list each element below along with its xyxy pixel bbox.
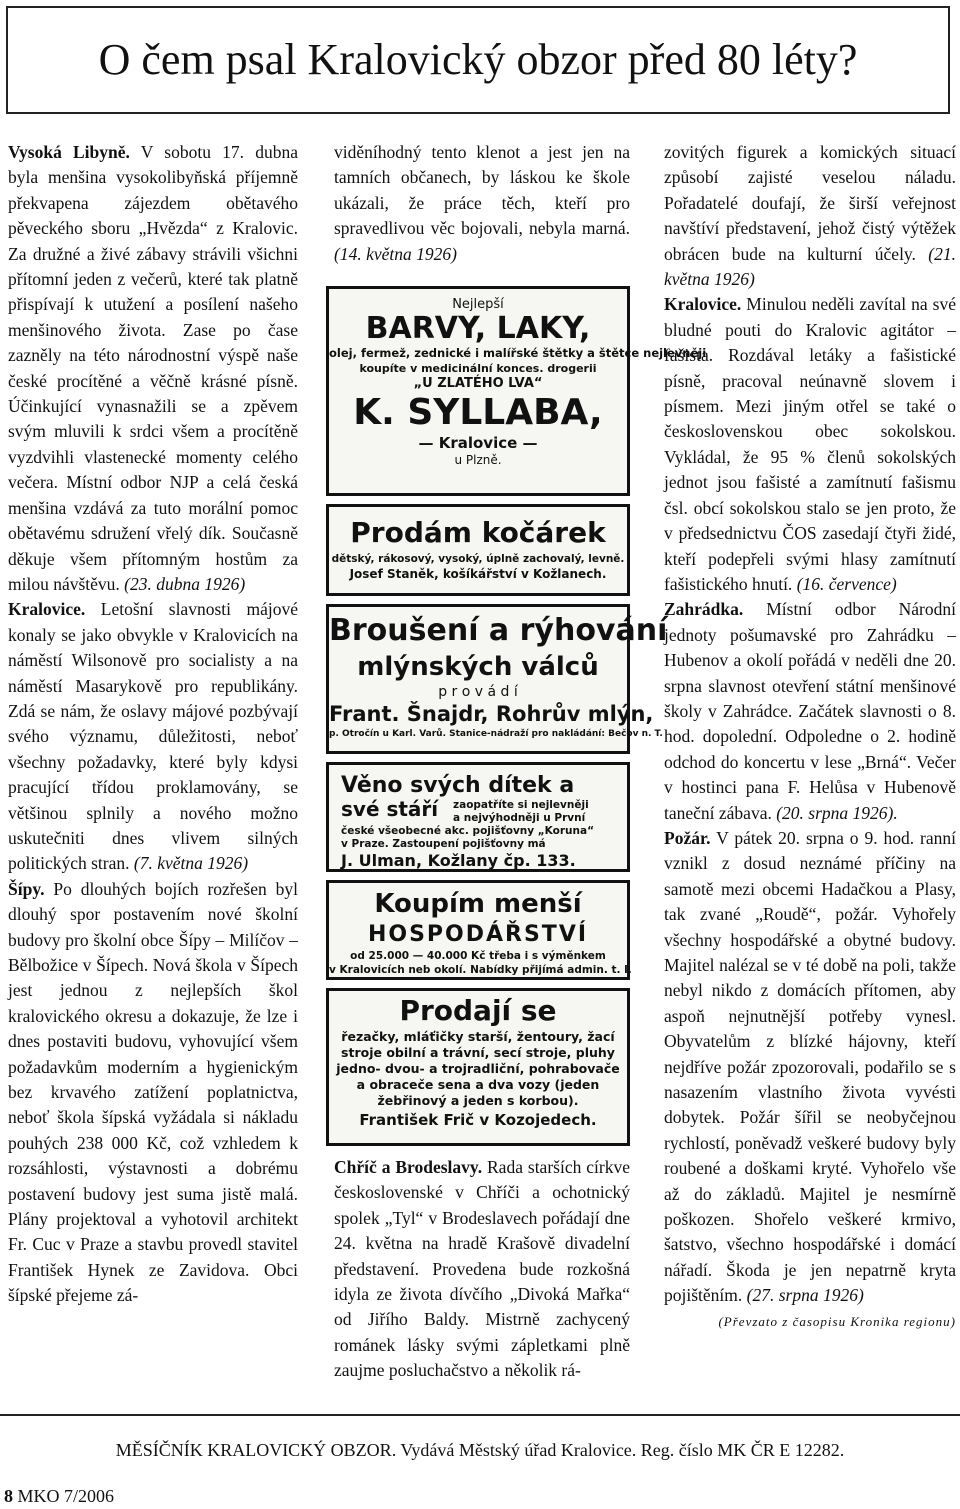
article-head: Kralovice. [664, 294, 742, 315]
ad-headline: Broušení a rýhování [329, 613, 668, 648]
article-sipy-continued [334, 140, 630, 267]
article-head: Kralovice. [8, 599, 86, 620]
article-kralovice-maj [8, 597, 298, 876]
ad-line: Josef Staněk, košíkářství v Kožlanech. [349, 567, 607, 581]
article-date: (27. srpna 1926) [746, 1285, 864, 1306]
footer-divider [0, 1414, 960, 1416]
article-date: (7. května 1926) [133, 853, 249, 874]
article-text: Letošní slavnosti májové konaly se jako obvykle v Kralovicích na náměstí Wilsonově pro socialisty a na náměstí Masarykově pro republikány. Zdá se nám, že oslavy májové pozbývají svého významu, důležitosti, neboť všechny požadavky, které byly kdysi pracující třídou proklamovány, se většinou splnily a nového možno uskutečniti dnes vlivem silných politických stran. [8, 599, 298, 874]
ad-frantisek-fric [326, 988, 630, 1146]
ad-line: řezačky, mláťičky starší, žentoury, žací [341, 1029, 615, 1044]
ad-line: p r o v á d í [438, 684, 518, 700]
page-number [4, 1486, 114, 1507]
ad-syllaba [326, 286, 707, 496]
article-chric-brodeslavy [334, 1155, 630, 1384]
article-chric-continued [664, 140, 956, 292]
ad-line: od 25.000 — 40.000 Kč třeba i s výměnkem [350, 950, 606, 962]
ad-headline: Koupím menší [374, 889, 582, 919]
article-kralovice-fasista [664, 292, 956, 597]
ad-headline: Prodají se [399, 994, 557, 1027]
article-text: Rada starších církve československé v Chříči a ochotnický spolek „Tyl“ v Brodeslavech pořádají dne 24. května na hradě Krašově divadelní představení. Provedena bude rozkošná idyla ze života dívčího „Divoká Mařka“ od Jiřího Baldy. Mistrně zachycený románek lásky svými zápletkami plně zaujme posluchačstvo a několik rá- [334, 1157, 630, 1381]
ad-brouseni [326, 604, 668, 754]
ad-line: „U ZLATÉHO LVA“ [413, 376, 543, 391]
ad-line: František Frič v Kozojedech. [359, 1111, 597, 1129]
article-zahradka [664, 597, 956, 826]
article-date: (20. srpna 1926). [776, 802, 898, 823]
ad-headline: Věno svých dítek a [341, 773, 575, 798]
ad-line: Frant. Šnajdr, Rohrův mlýn, [329, 702, 654, 726]
article-head: Zahrádka. [664, 599, 744, 620]
ad-koruna [326, 762, 630, 872]
column-1 [8, 140, 298, 1309]
footer-imprint: MĚSÍČNÍK KRALOVICKÝ OBZOR. Vydává Městský úřad Kralovice. Reg. číslo MK ČR E 12282. [115, 1440, 845, 1460]
article-date: (14. května 1926) [334, 243, 457, 264]
ad-line: české všeobecné akc. pojišťovny „Koruna“ [341, 825, 594, 837]
ad-line: zaopatříte si nejlevněji [453, 799, 589, 811]
ad-line: p. Otročín u Karl. Varů. Stanice-nádraží pro nakládání: Bečov n. T. [329, 729, 663, 739]
ad-line: a obraceče sena a dva vozy (jeden [356, 1077, 600, 1092]
ad-line: J. Ulman, Kožlany čp. 133. [341, 851, 576, 870]
article-date: (16. července) [796, 573, 897, 594]
ad-headline: své stáří [341, 797, 439, 821]
ad-line: v Praze. Zastoupení pojišťovny má [341, 838, 546, 850]
ad-line: jedno- dvou- a trojradliční, pohrabovače [336, 1061, 620, 1076]
ad-line: koupíte v medicinální konces. drogerii [359, 362, 597, 375]
ad-kocarek [326, 504, 630, 596]
article-head: Chříč a Brodeslavy. [334, 1157, 483, 1178]
page-title: O čem psal Kralovický obzor před 80 léty? [98, 35, 858, 84]
article-text: viděníhodný tento klenot a jest jen na tamních občanech, by láskou ke škole ukázali, že práce těch, kteří pro spravedlivou věc bojovali, nebyla marná. [334, 142, 630, 239]
article-vysoka-libyne [8, 140, 298, 597]
page-number-value: 8 [4, 1486, 13, 1506]
ad-line: a nejvýhodněji u První [453, 812, 586, 824]
article-text: Po dlouhých bojích rozřešen byl dlouhý spor postavením nové školní budovy pro školní obce Šípy – Milíčov – Bělbožice v Šípech. Nová škola v Šípech jest jednou z nejlepších škol kralovického okresu a dokazuje, že lze i dnes postaviti budovu, vyhovující všem požadavkům moderním a hygienickým bez krvavého zatížení poplatnictva, neboť škola šípská vyžádala si nákladu pouhých 238 000 Kč, což vzhledem k rozsáhlosti, výstavnosti a dobrému postavení budovy jest suma jistě malá. Plány projektoval a vyhotovil architekt Fr. Cuc v Praze a stavbu provedl stavitel František Hynek ze Zavidova. Obci šípské přejeme zá- [8, 878, 298, 1306]
article-head: Vysoká Libyně. [8, 142, 130, 162]
ad-line: u Plzně. [454, 453, 502, 467]
ad-line: dětský, rákosový, vysoký, úplně zachovalý, levně. [331, 553, 625, 565]
title-box [6, 6, 950, 114]
article-head: Šípy. [8, 878, 45, 899]
ad-line: stroje obilní a trávní, secí stroje, pluhy [341, 1045, 615, 1060]
ad-line: Nejlepší [452, 297, 504, 312]
ad-line: v Kralovicích neb okolí. Nabídky přijímá admin. t. l. [329, 964, 632, 976]
ad-hospodarstvi [326, 880, 630, 980]
article-text: V pátek 20. srpna o 9. hod. ranní vznikl z dosud neznámé příčiny na samotě mezi obcemi Hadačkou a Plasy, tak zvané „Roudě“, požár. Vyhořely všechny hospodářské a obytné budovy. Majitel nalézal se v té době na poli, takže nebyl nikdo z domácích přítomen, aby aspoň nejnutnější potřeby vynesl. Obyvatelům z blízké hájovny, kteří nejdříve požár zpozorovali, podařilo se s nasazením vlastního života vyvésti dobytek. Požár šířil se neobyčejnou rychlostí, poněvadž veškeré budovy byly roubené a doškami kryté. Vyhořelo vše až do základů. Majitel je nesmírně poškozen. Shořelo veškeré krmivo, šatstvo, všechno hospodářské i domácí nářadí. Škoda je jen nepatrně kryta pojištěním. [664, 827, 956, 1306]
article-pozar [664, 826, 956, 1309]
ad-headline: HOSPODÁŘSTVÍ [367, 922, 589, 947]
column-3 [664, 140, 956, 1334]
article-sipy [8, 877, 298, 1309]
article-date: (21. května 1926) [664, 243, 956, 290]
ad-line: olej, fermež, zednické i malířské štětky a štětce nejlevněji [329, 346, 707, 360]
ad-headline: K. SYLLABA, [353, 392, 603, 433]
ad-headline: mlýnských válců [357, 652, 599, 682]
ad-headline: BARVY, LAKY, [365, 311, 591, 346]
article-text: zovitých figurek a komických situací způsobí zajisté veselou náladu. Pořadatelé doufají, že širší veřejnost navštíví představení, jehož čistý výtěžek obrácen bude na kulturní účely. [664, 142, 956, 264]
article-text: Místní odbor Národní jednoty pošumavské pro Zahrádku – Hubenov a okolí pořádá v neděli dne 20. srpna slavnost otevření státní menšinové školy v Zahrádce. Začátek slavnosti o 8. hod. dopolední. Odpoledne o 2. hodině odchod do koncertu v lese „Brná“. Večer v hostinci pana F. Helůsa v Hubenově taneční zábava. [664, 599, 956, 823]
article-head: Požár. [664, 827, 711, 848]
article-text: Minulou neděli zavítal na své bludné pouti do Kralovic agitátor – fašista. Rozdával letáky a fašistické písně, pracoval neúnavně slovem i písmem. Mezi jiným otřel se také o československou obec sokolskou. Vykládal, že 95 % členů sokolských jednot jsou fašisté a zamítnutí fašismu čsl. obcí sokolskou stalo se jen proto, že v předsednictvu ČOS zasedají čtyři židé, kteří podepřeli svými hlasy zamítnutí fašistického hnutí. [664, 294, 956, 594]
issue-label: MKO 7/2006 [17, 1486, 115, 1506]
source-credit: (Převzato z časopisu Kronika regionu) [718, 1313, 956, 1329]
article-date: (23. dubna 1926) [124, 573, 246, 594]
ad-line: žebřinový a jeden s korbou). [377, 1093, 579, 1108]
article-text: V sobotu 17. dubna byla menšina vysokolibyňská příjemně překvapena zájezdem obětavého pěveckého sboru „Hvězda“ z Kralovic. Za družné a živé zábavy strávili všichni přítomní jeden z večerů, které tak platně přispívají k utužení a posílení našeho menšinového života. Zase po čase zazněly na této národnostní výspě naše české procítěné a věčně krásné písně. Účinkující vynasnažili se a zpěvem svým mluvili k srdci všem a procítěně vyzdvihli vlastenecké momenty celého večera. Místní odbor NJP a celá česká menšina vzdává za tuto morální pomoc obětavému sdružení vřelý dík. Současně děkuje všem přítomným hostům za milou návštěvu. [8, 142, 299, 594]
ad-headline: Prodám kočárek [350, 516, 606, 549]
ad-line: — Kralovice — [418, 434, 538, 452]
